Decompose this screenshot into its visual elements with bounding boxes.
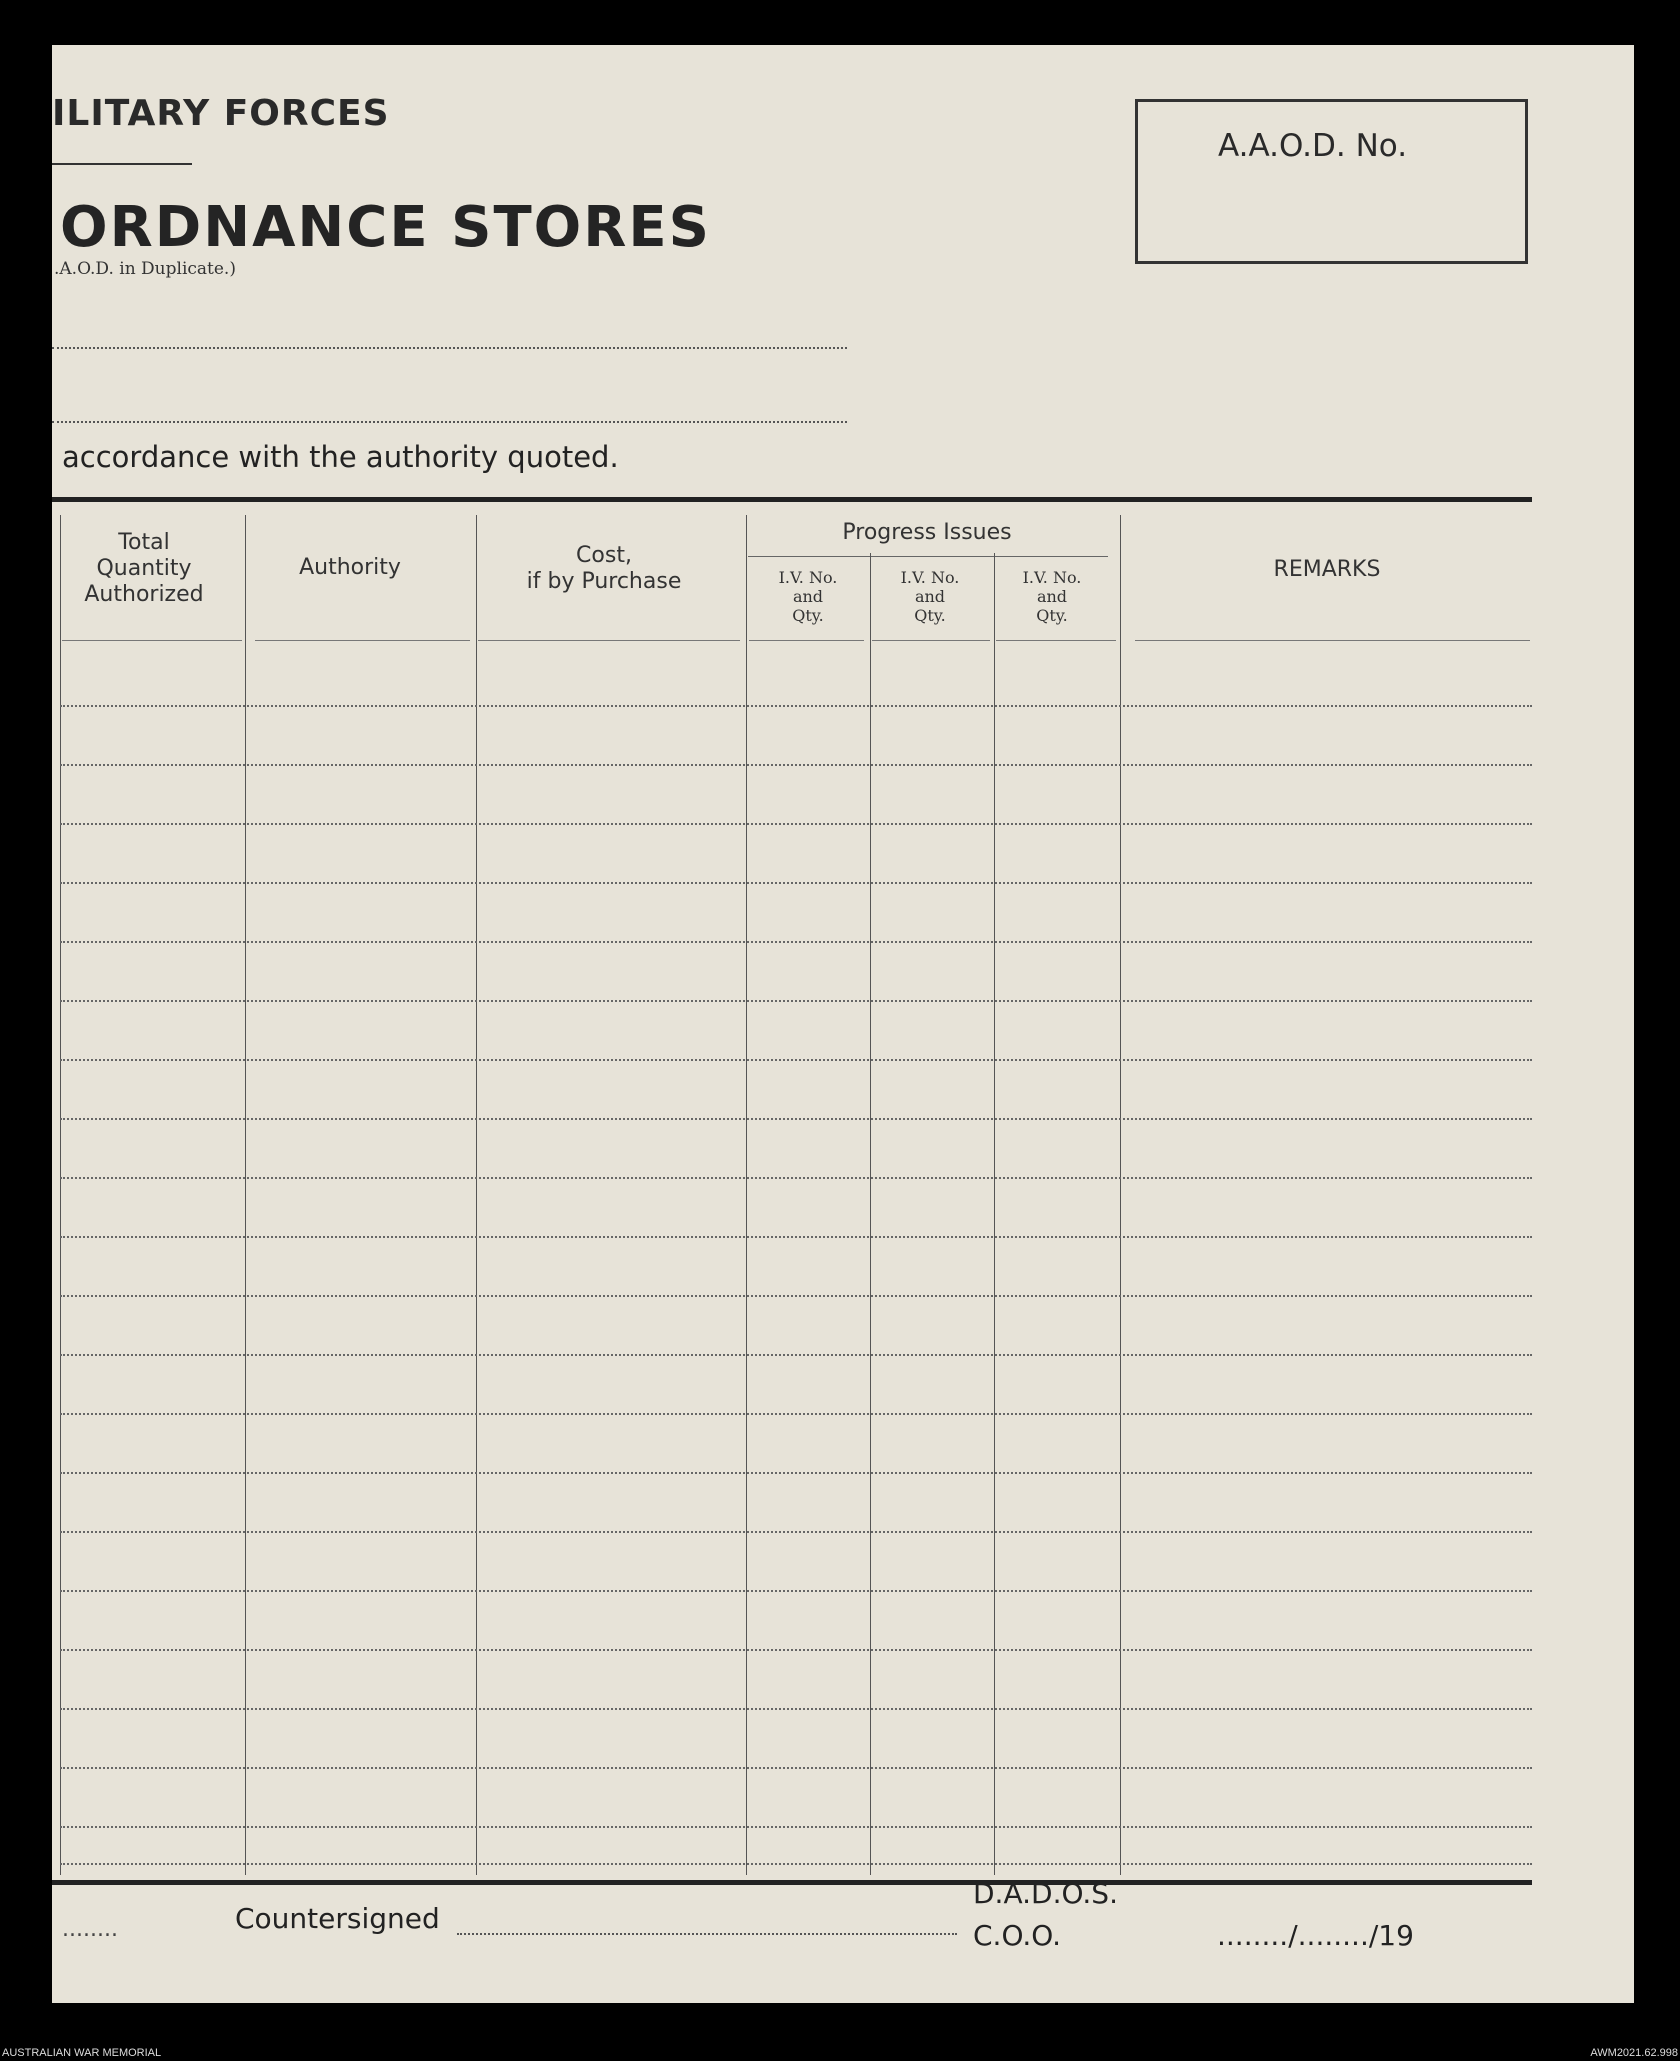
table-row-line — [60, 1590, 1532, 1592]
header-underline — [1135, 640, 1530, 641]
header-underline — [872, 640, 990, 641]
signature-dots: ........ — [62, 1917, 118, 1942]
table-row-line — [60, 764, 1532, 766]
authority-note: accordance with the authority quoted. — [62, 440, 619, 474]
form-subtitle: .A.O.D. in Duplicate.) — [54, 259, 236, 279]
header-underline — [996, 640, 1116, 641]
table-row-line — [60, 941, 1532, 943]
countersigned-line — [457, 1933, 957, 1935]
column-rule — [476, 515, 477, 1875]
table-row-line — [60, 1826, 1532, 1828]
header-iv-1: I.V. No. and Qty. — [778, 568, 838, 625]
table-row-line — [60, 823, 1532, 825]
credit-right: AWM2021.62.998 — [1590, 2047, 1678, 2059]
table-row-line — [60, 1177, 1532, 1179]
aaod-number-box — [1135, 99, 1528, 264]
header-remarks: REMARKS — [1273, 557, 1381, 582]
table-bottom-rule — [52, 1880, 1532, 1885]
table-row-line — [60, 1472, 1532, 1474]
table-row-line — [60, 705, 1532, 707]
table-row-line — [60, 1118, 1532, 1120]
column-rule — [994, 553, 995, 1875]
header-progress-issues: Progress Issues — [842, 520, 1012, 545]
column-rule — [60, 515, 61, 1875]
header-authority: Authority — [299, 555, 401, 580]
table-row-line — [60, 1649, 1532, 1651]
column-rule — [245, 515, 246, 1875]
date-field: ......../......../19 — [1217, 1919, 1414, 1952]
forces-heading: ILITARY FORCES — [52, 93, 390, 134]
form-title: ORDNANCE STORES — [60, 195, 711, 260]
progress-issues-rule — [748, 556, 1108, 557]
header-iv-2: I.V. No. and Qty. — [900, 568, 960, 625]
table-row-line — [60, 1059, 1532, 1061]
blank-line-1 — [52, 347, 847, 349]
blank-line-2 — [52, 421, 847, 423]
header-underline — [62, 640, 242, 641]
table-row-line — [60, 1236, 1532, 1238]
table-row-line — [60, 1708, 1532, 1710]
table-row-line — [60, 1531, 1532, 1533]
header-underline — [749, 640, 864, 641]
table-row-line — [60, 1354, 1532, 1356]
table-row-line — [60, 1863, 1532, 1865]
header-cost: Cost, if by Purchase — [526, 543, 682, 594]
table-row-line — [60, 1295, 1532, 1297]
table-top-rule — [52, 497, 1532, 502]
column-rule — [746, 515, 747, 1875]
column-rule — [1120, 515, 1121, 1875]
coo-label: C.O.O. — [973, 1919, 1062, 1952]
header-underline — [255, 640, 470, 641]
dados-label: D.A.D.O.S. — [973, 1877, 1118, 1910]
header-underline — [478, 640, 740, 641]
header-iv-3: I.V. No. and Qty. — [1022, 568, 1082, 625]
heading-rule — [52, 163, 192, 165]
table-row-line — [60, 1767, 1532, 1769]
column-rule — [870, 553, 871, 1875]
header-total-quantity: Total Quantity Authorized — [84, 530, 204, 607]
table-row-line — [60, 1000, 1532, 1002]
table-row-line — [60, 1413, 1532, 1415]
credit-left: AUSTRALIAN WAR MEMORIAL — [2, 2047, 162, 2059]
countersigned-label: Countersigned — [235, 1902, 440, 1935]
aaod-number-label: A.A.O.D. No. — [1218, 128, 1408, 164]
form-sheet — [52, 45, 1634, 2003]
table-row-line — [60, 882, 1532, 884]
